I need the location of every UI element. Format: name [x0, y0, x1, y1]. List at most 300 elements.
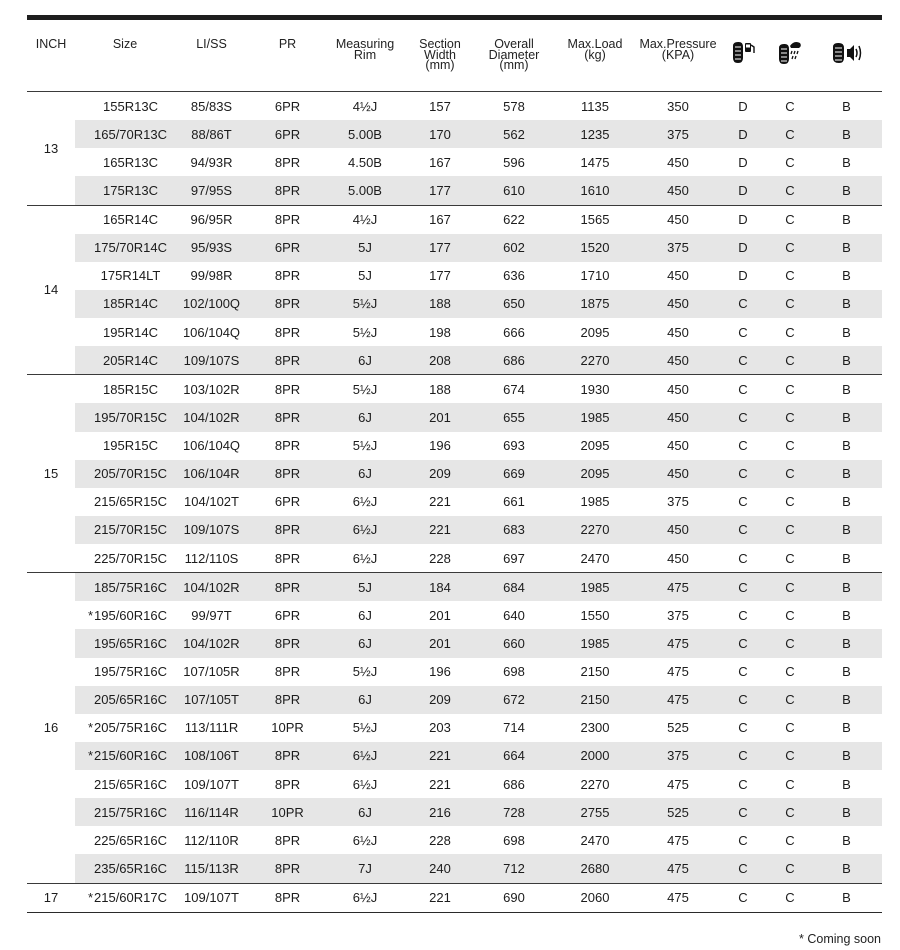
cell-rim: 5J: [327, 573, 403, 602]
table-row: [27, 883, 882, 912]
cell-noise-grade: B: [811, 460, 882, 488]
cell-pr: 8PR: [248, 629, 327, 657]
cell-li-ss: 109/107S: [175, 346, 248, 375]
inch-group-label: 15: [27, 375, 75, 573]
col-inch: INCH: [35, 37, 67, 51]
cell-fuel-grade: C: [738, 550, 748, 566]
cell-max-pressure: 450: [667, 268, 689, 284]
cell-section-width: 221: [429, 776, 451, 792]
wet-grip-icon: [777, 39, 803, 65]
cell-fuel-grade: C: [717, 403, 769, 431]
cell-rim: 6½J: [352, 776, 378, 792]
col-li-ss: LI/SS: [196, 37, 227, 51]
cell-li-ss: 99/98R: [190, 268, 233, 284]
external-noise-icon: [830, 39, 864, 65]
cell-section-width: 228: [429, 550, 451, 566]
cell-noise-grade: B: [842, 268, 851, 284]
cell-overall-diameter: 698: [503, 832, 525, 848]
cell-pr: 8PR: [248, 854, 327, 883]
cell-size: [75, 658, 175, 686]
table-row: [27, 714, 882, 742]
cell-overall-diameter: 672: [477, 686, 551, 714]
cell-max-load: 2470: [580, 550, 610, 566]
cell-noise-grade: B: [842, 438, 851, 454]
cell-max-load: 1930: [551, 375, 639, 404]
table-row: [27, 544, 882, 573]
footnote-coming-soon: * Coming soon: [799, 932, 881, 946]
cell-max-pressure: 475: [639, 629, 717, 657]
cell-li-ss: 104/102R: [175, 403, 248, 431]
cell-rim: 6J: [327, 346, 403, 375]
cell-noise-grade: B: [842, 776, 851, 792]
cell-max-pressure: 375: [639, 120, 717, 148]
table-row: [27, 742, 882, 770]
cell-li-ss: 106/104Q: [182, 438, 241, 454]
cell-wet-grip-grade: C: [769, 403, 811, 431]
cell-wet-grip-grade: C: [769, 742, 811, 770]
cell-max-pressure: 375: [639, 234, 717, 262]
cell-rim: 5½J: [327, 375, 403, 404]
size-text: 225/70R15C: [94, 550, 167, 566]
cell-section-width: 209: [403, 460, 477, 488]
cell-pr: 8PR: [248, 290, 327, 318]
table-row: [27, 629, 882, 657]
cell-rim: 6½J: [327, 516, 403, 544]
cell-rim: 6½J: [327, 742, 403, 770]
cell-size: [75, 488, 175, 516]
cell-max-pressure: 525: [667, 720, 689, 736]
top-rule: [27, 15, 882, 20]
size-text: 185R15C: [103, 381, 158, 397]
cell-pr: 8PR: [248, 375, 327, 404]
cell-max-load: 2000: [551, 742, 639, 770]
cell-pr: 6PR: [248, 120, 327, 148]
cell-pr: 8PR: [274, 776, 301, 792]
cell-noise-grade: B: [842, 494, 851, 510]
cell-fuel-grade: C: [738, 664, 748, 680]
cell-section-width: 177: [429, 268, 451, 284]
table-body: [27, 92, 882, 913]
cell-section-width: 177: [403, 234, 477, 262]
table-row: [27, 92, 882, 121]
cell-rim: 5½J: [352, 324, 378, 340]
cell-fuel-grade: C: [738, 324, 748, 340]
cell-pr: 8PR: [274, 664, 301, 680]
cell-wet-grip-grade: C: [785, 438, 795, 454]
cell-pr: 6PR: [274, 607, 301, 623]
cell-overall-diameter: 650: [477, 290, 551, 318]
table-row: [27, 601, 882, 629]
coming-soon-star: *: [87, 720, 93, 736]
cell-fuel-grade: C: [717, 629, 769, 657]
cell-overall-diameter: 686: [503, 776, 525, 792]
cell-wet-grip-grade: C: [785, 494, 795, 510]
col-max-load: Max.Load (kg): [567, 37, 623, 62]
cell-noise-grade: B: [811, 176, 882, 205]
cell-li-ss: 96/95R: [175, 205, 248, 234]
cell-noise-grade: B: [811, 375, 882, 404]
cell-pr: 6PR: [248, 92, 327, 121]
cell-noise-grade: B: [842, 154, 851, 170]
cell-overall-diameter: 698: [503, 664, 525, 680]
cell-wet-grip-grade: C: [785, 776, 795, 792]
cell-li-ss: 102/100Q: [175, 290, 248, 318]
cell-pr: 8PR: [248, 346, 327, 375]
cell-section-width: 203: [429, 720, 451, 736]
cell-pr: 8PR: [274, 550, 301, 566]
cell-size: [75, 176, 175, 205]
cell-pr: 8PR: [274, 154, 301, 170]
cell-size: [75, 798, 175, 826]
cell-size: [75, 148, 175, 176]
col-section-width: Section Width (mm): [419, 37, 461, 72]
cell-max-pressure: 475: [639, 686, 717, 714]
cell-max-load: 2095: [580, 438, 610, 454]
inch-group-label: 13: [27, 92, 75, 206]
cell-size: [75, 573, 175, 602]
cell-section-width: 221: [403, 742, 477, 770]
size-text: 225/65R16C: [94, 832, 167, 848]
cell-size: [75, 120, 175, 148]
cell-rim: 6J: [327, 403, 403, 431]
cell-li-ss: 108/106T: [175, 742, 248, 770]
cell-pr: 8PR: [248, 883, 327, 912]
cell-section-width: 184: [403, 573, 477, 602]
cell-overall-diameter: 697: [503, 550, 525, 566]
cell-max-load: 2150: [580, 664, 610, 680]
cell-size: [75, 318, 175, 346]
cell-max-load: 1985: [580, 494, 610, 510]
coming-soon-star: *: [87, 607, 93, 623]
cell-pr: 8PR: [248, 742, 327, 770]
cell-noise-grade: B: [842, 550, 851, 566]
cell-li-ss: 95/93S: [175, 234, 248, 262]
col-max-pressure: Max.Pressure (KPA): [639, 37, 717, 62]
cell-rim: 6J: [358, 607, 372, 623]
cell-fuel-grade: C: [738, 720, 748, 736]
table-row: [27, 573, 882, 602]
cell-overall-diameter: 714: [503, 720, 525, 736]
cell-overall-diameter: 693: [503, 438, 525, 454]
cell-noise-grade: B: [842, 607, 851, 623]
cell-wet-grip-grade: C: [785, 268, 795, 284]
cell-wet-grip-grade: C: [785, 607, 795, 623]
table-row: [27, 432, 882, 460]
cell-li-ss: 104/102T: [184, 494, 239, 510]
cell-max-pressure: 475: [639, 573, 717, 602]
col-external-noise: [811, 30, 882, 92]
col-pr: PR: [278, 37, 297, 51]
cell-pr: 8PR: [274, 268, 301, 284]
cell-li-ss: 94/93R: [190, 154, 233, 170]
cell-max-load: 2680: [551, 854, 639, 883]
cell-pr: 8PR: [248, 460, 327, 488]
cell-section-width: 208: [403, 346, 477, 375]
cell-section-width: 201: [429, 607, 451, 623]
cell-rim: 5½J: [352, 664, 378, 680]
cell-section-width: 196: [429, 438, 451, 454]
cell-fuel-grade: C: [717, 375, 769, 404]
cell-max-load: 1235: [551, 120, 639, 148]
cell-li-ss: 99/97T: [191, 607, 232, 623]
cell-section-width: 170: [403, 120, 477, 148]
cell-li-ss: 109/107S: [175, 516, 248, 544]
cell-max-load: 2300: [580, 720, 610, 736]
cell-pr: 6PR: [248, 234, 327, 262]
cell-size: [75, 629, 175, 657]
size-text: 205/70R15C: [94, 466, 167, 482]
cell-size: [75, 714, 175, 742]
size-text: 215/75R16C: [94, 804, 167, 820]
cell-wet-grip-grade: C: [769, 120, 811, 148]
cell-overall-diameter: 578: [477, 92, 551, 121]
cell-fuel-grade: C: [717, 516, 769, 544]
cell-max-pressure: 475: [667, 664, 689, 680]
cell-rim: 6½J: [352, 550, 378, 566]
cell-pr: 10PR: [248, 798, 327, 826]
cell-wet-grip-grade: C: [769, 883, 811, 912]
cell-fuel-grade: C: [717, 346, 769, 375]
cell-noise-grade: B: [842, 832, 851, 848]
cell-max-load: 1475: [580, 154, 610, 170]
cell-rim: 6J: [327, 798, 403, 826]
cell-overall-diameter: 640: [503, 607, 525, 623]
cell-noise-grade: B: [811, 883, 882, 912]
cell-pr: 8PR: [248, 516, 327, 544]
cell-rim: 5.00B: [327, 120, 403, 148]
cell-rim: 5½J: [352, 438, 378, 454]
cell-rim: 6J: [327, 686, 403, 714]
cell-pr: 8PR: [248, 403, 327, 431]
cell-fuel-grade: C: [717, 798, 769, 826]
cell-size: [75, 826, 175, 854]
cell-wet-grip-grade: C: [769, 234, 811, 262]
cell-size: [75, 770, 175, 798]
cell-max-load: 2270: [551, 516, 639, 544]
cell-max-pressure: 450: [639, 460, 717, 488]
cell-rim: 5½J: [352, 720, 378, 736]
table-row: [27, 826, 882, 854]
cell-max-load: 1520: [551, 234, 639, 262]
cell-rim: 6J: [327, 629, 403, 657]
cell-max-pressure: 450: [639, 205, 717, 234]
cell-noise-grade: B: [811, 854, 882, 883]
cell-fuel-grade: D: [717, 176, 769, 205]
col-measuring-rim: Measuring Rim: [335, 37, 395, 62]
cell-section-width: 209: [403, 686, 477, 714]
cell-max-pressure: 350: [639, 92, 717, 121]
size-text: 175/70R14C: [94, 240, 167, 256]
cell-rim: 6J: [327, 460, 403, 488]
cell-max-pressure: 375: [667, 494, 689, 510]
cell-wet-grip-grade: C: [769, 573, 811, 602]
cell-section-width: 221: [429, 494, 451, 510]
cell-pr: 8PR: [274, 324, 301, 340]
table-row: [27, 290, 882, 318]
cell-max-pressure: 450: [639, 516, 717, 544]
table-row: [27, 403, 882, 431]
cell-size: [75, 234, 175, 262]
cell-section-width: 167: [403, 205, 477, 234]
cell-overall-diameter: 562: [477, 120, 551, 148]
size-text: 195/70R15C: [94, 409, 167, 425]
cell-section-width: 228: [429, 832, 451, 848]
cell-noise-grade: B: [811, 516, 882, 544]
cell-max-pressure: 450: [639, 346, 717, 375]
cell-wet-grip-grade: C: [769, 375, 811, 404]
cell-noise-grade: B: [811, 92, 882, 121]
cell-max-load: 2470: [580, 832, 610, 848]
table-row: [27, 488, 882, 516]
cell-max-load: 1565: [551, 205, 639, 234]
col-fuel-efficiency: [717, 30, 769, 92]
cell-max-pressure: 525: [639, 798, 717, 826]
cell-max-load: 2270: [580, 776, 610, 792]
cell-overall-diameter: 602: [477, 234, 551, 262]
table-row: [27, 686, 882, 714]
cell-wet-grip-grade: C: [785, 550, 795, 566]
size-text: 165/70R13C: [94, 126, 167, 142]
size-text: 165R13C: [103, 154, 158, 170]
cell-pr: 8PR: [248, 573, 327, 602]
cell-li-ss: 106/104Q: [182, 324, 241, 340]
cell-fuel-grade: C: [738, 607, 748, 623]
cell-size: [75, 686, 175, 714]
cell-max-load: 1610: [551, 176, 639, 205]
cell-wet-grip-grade: C: [785, 154, 795, 170]
size-text: 205R14C: [103, 352, 158, 368]
cell-size: [75, 854, 175, 883]
cell-fuel-grade: D: [717, 205, 769, 234]
cell-wet-grip-grade: C: [769, 798, 811, 826]
col-wet-grip: [769, 30, 811, 92]
size-text: 185/75R16C: [94, 579, 167, 595]
inch-group-label: 14: [27, 205, 75, 375]
cell-overall-diameter: 661: [503, 494, 525, 510]
cell-wet-grip-grade: C: [769, 346, 811, 375]
cell-li-ss: 112/110R: [184, 832, 239, 848]
cell-max-pressure: 475: [639, 854, 717, 883]
cell-overall-diameter: 712: [477, 854, 551, 883]
cell-size: [75, 601, 175, 629]
table-row: [27, 176, 882, 205]
cell-section-width: 167: [429, 154, 451, 170]
cell-noise-grade: B: [811, 798, 882, 826]
cell-wet-grip-grade: C: [785, 664, 795, 680]
table-row: [27, 148, 882, 176]
cell-wet-grip-grade: C: [769, 290, 811, 318]
cell-overall-diameter: 666: [503, 324, 525, 340]
tire-spec-table: [27, 30, 882, 913]
cell-max-pressure: 450: [639, 403, 717, 431]
table-row: [27, 346, 882, 375]
col-size: Size: [112, 37, 138, 51]
cell-max-pressure: 475: [639, 883, 717, 912]
table-row: [27, 770, 882, 798]
size-text: 205/65R16C: [94, 692, 167, 708]
cell-noise-grade: B: [842, 324, 851, 340]
cell-overall-diameter: 596: [503, 154, 525, 170]
cell-overall-diameter: 728: [477, 798, 551, 826]
size-text: 195R15C: [103, 438, 158, 454]
table-row: [27, 658, 882, 686]
cell-max-load: 2270: [551, 346, 639, 375]
cell-max-load: 1875: [551, 290, 639, 318]
cell-size: [75, 262, 175, 290]
cell-rim: 6½J: [352, 494, 378, 510]
cell-fuel-grade: C: [738, 494, 748, 510]
cell-pr: 8PR: [248, 686, 327, 714]
cell-fuel-grade: C: [738, 832, 748, 848]
cell-size: [75, 403, 175, 431]
cell-max-pressure: 450: [667, 154, 689, 170]
cell-max-pressure: 450: [667, 438, 689, 454]
cell-noise-grade: B: [811, 686, 882, 714]
cell-max-pressure: 375: [639, 742, 717, 770]
cell-rim: 5J: [327, 234, 403, 262]
cell-size: [75, 346, 175, 375]
cell-fuel-grade: C: [717, 883, 769, 912]
cell-max-load: 2095: [580, 324, 610, 340]
cell-fuel-grade: D: [738, 268, 748, 284]
cell-wet-grip-grade: C: [769, 516, 811, 544]
cell-size: [75, 460, 175, 488]
cell-rim: 6½J: [352, 832, 378, 848]
cell-max-pressure: 450: [639, 375, 717, 404]
cell-noise-grade: B: [842, 720, 851, 736]
size-text: 215/65R16C: [94, 776, 167, 792]
cell-max-load: 1985: [551, 573, 639, 602]
inch-group-label: 16: [27, 573, 75, 883]
cell-rim: 5.00B: [327, 176, 403, 205]
table-row: [27, 318, 882, 346]
cell-max-load: 1135: [551, 92, 639, 121]
cell-pr: 8PR: [248, 205, 327, 234]
cell-overall-diameter: 674: [477, 375, 551, 404]
cell-wet-grip-grade: C: [769, 205, 811, 234]
cell-li-ss: 88/86T: [175, 120, 248, 148]
cell-li-ss: 106/104R: [175, 460, 248, 488]
cell-section-width: 201: [403, 629, 477, 657]
size-text: 175R14LT: [100, 268, 161, 284]
cell-pr: 10PR: [271, 720, 304, 736]
cell-overall-diameter: 683: [477, 516, 551, 544]
cell-fuel-grade: C: [717, 290, 769, 318]
cell-rim: 4½J: [327, 92, 403, 121]
header-row: [27, 30, 882, 92]
cell-section-width: 221: [403, 516, 477, 544]
inch-group-label: 17: [27, 883, 75, 912]
size-text: 195/75R16C: [94, 664, 167, 680]
table-row: [27, 205, 882, 234]
cell-section-width: 201: [403, 403, 477, 431]
cell-li-ss: 104/102R: [175, 629, 248, 657]
cell-overall-diameter: 664: [477, 742, 551, 770]
coming-soon-star: *: [87, 748, 93, 764]
cell-noise-grade: B: [811, 120, 882, 148]
cell-noise-grade: B: [811, 629, 882, 657]
cell-wet-grip-grade: C: [769, 629, 811, 657]
cell-fuel-grade: C: [717, 854, 769, 883]
cell-max-pressure: 375: [667, 607, 689, 623]
cell-max-pressure: 450: [639, 290, 717, 318]
cell-wet-grip-grade: C: [769, 92, 811, 121]
table-row: [27, 798, 882, 826]
cell-li-ss: 107/105T: [175, 686, 248, 714]
cell-rim: 4.50B: [348, 154, 382, 170]
cell-size: [75, 742, 175, 770]
table-row: [27, 375, 882, 404]
